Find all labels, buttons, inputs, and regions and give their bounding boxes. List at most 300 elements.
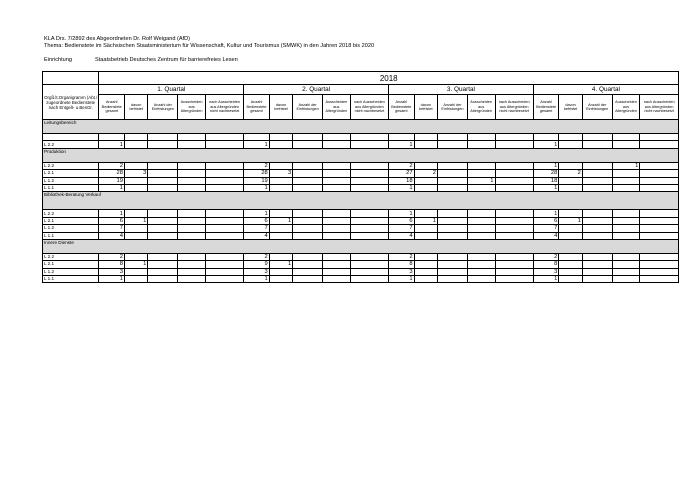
value-cell	[269, 268, 292, 275]
column-subheader: davon befristet	[559, 95, 582, 120]
value-cell	[269, 225, 292, 232]
value-cell	[640, 268, 679, 275]
value-cell	[414, 184, 437, 191]
table-row	[43, 253, 679, 260]
value-cell	[438, 261, 468, 268]
grade-label: L 1.1	[43, 184, 99, 191]
value-cell: 1	[389, 210, 415, 217]
value-cell	[438, 268, 468, 275]
value-cell: 7	[99, 225, 125, 232]
value-cell: 19	[99, 177, 125, 184]
value-cell	[438, 170, 468, 177]
value-cell: 6	[389, 217, 415, 224]
value-cell	[124, 276, 147, 283]
value-cell	[640, 225, 679, 232]
value-cell	[414, 232, 437, 239]
value-cell	[293, 184, 323, 191]
value-cell: 1	[559, 217, 582, 224]
corner-cell	[43, 72, 99, 85]
value-cell: 2	[99, 253, 125, 260]
column-subheader: Ausscheiden aus Altergründen	[467, 95, 495, 120]
value-cell	[640, 276, 679, 283]
value-cell: 2	[559, 170, 582, 177]
value-cell	[559, 177, 582, 184]
value-cell: 7	[533, 225, 559, 232]
column-subheader: davon befristet	[269, 95, 292, 120]
value-cell	[640, 170, 679, 177]
value-cell	[612, 177, 640, 184]
value-cell: 28	[99, 170, 125, 177]
value-cell	[124, 232, 147, 239]
value-cell: 2	[99, 162, 125, 169]
value-cell	[640, 253, 679, 260]
value-cell	[414, 177, 437, 184]
value-cell	[467, 210, 495, 217]
value-cell	[640, 184, 679, 191]
grade-label: L 2.2	[43, 162, 99, 169]
grade-label: L 1.1	[43, 276, 99, 283]
value-cell	[323, 210, 351, 217]
year-header: 2018	[99, 72, 679, 85]
value-cell	[612, 170, 640, 177]
value-cell	[495, 268, 533, 275]
value-cell: 1	[389, 141, 415, 148]
value-cell	[323, 268, 351, 275]
table-row	[43, 162, 679, 169]
column-subheader: Ausscheiden aus Altergründen	[323, 95, 351, 120]
value-cell	[350, 261, 388, 268]
value-cell	[124, 141, 147, 148]
quarter-header: 1. Quartal	[99, 85, 244, 95]
value-cell	[438, 276, 468, 283]
value-cell	[178, 210, 206, 217]
column-subheader: Anzahl Bedienstete gesamt	[99, 95, 125, 120]
value-cell	[414, 162, 437, 169]
value-cell	[323, 225, 351, 232]
value-cell	[178, 141, 206, 148]
value-cell	[323, 276, 351, 283]
table-row	[43, 225, 679, 232]
value-cell: 9	[244, 261, 270, 268]
column-subheader: Anzahl Bedienstete gesamt	[389, 95, 415, 120]
value-cell	[293, 141, 323, 148]
value-cell	[269, 210, 292, 217]
value-cell: 1	[99, 141, 125, 148]
value-cell	[438, 232, 468, 239]
table-row	[43, 232, 679, 239]
value-cell	[467, 217, 495, 224]
value-cell	[293, 268, 323, 275]
document-subject: Thema: Bedienstete im Sächsischen Staatsministerium für Wissenschaft, Kultur und Tourismus (SMWK) in den Jahren 2018 bis 2020	[44, 43, 375, 49]
value-cell: 8	[99, 261, 125, 268]
column-subheader: Ausscheiden aus Altergründen	[612, 95, 640, 120]
value-cell	[414, 141, 437, 148]
einrichtung-label: Einrichtung	[44, 57, 72, 63]
value-cell	[293, 261, 323, 268]
value-cell	[582, 217, 612, 224]
value-cell	[495, 276, 533, 283]
value-cell	[612, 232, 640, 239]
value-cell	[323, 170, 351, 177]
value-cell	[293, 210, 323, 217]
value-cell	[612, 225, 640, 232]
value-cell	[323, 141, 351, 148]
section-header-row	[43, 148, 679, 162]
value-cell	[148, 225, 178, 232]
value-cell	[205, 170, 243, 177]
value-cell	[323, 184, 351, 191]
grade-label: L 2.2	[43, 210, 99, 217]
staff-table	[42, 71, 679, 283]
value-cell: 3	[269, 170, 292, 177]
blank-row	[43, 134, 679, 141]
value-cell	[467, 276, 495, 283]
value-cell	[178, 177, 206, 184]
value-cell: 1	[533, 276, 559, 283]
value-cell	[559, 276, 582, 283]
value-cell	[124, 177, 147, 184]
column-subheader: Anzahl der Einfristungen	[582, 95, 612, 120]
value-cell	[612, 141, 640, 148]
value-cell	[124, 210, 147, 217]
value-cell: 1	[244, 210, 270, 217]
value-cell: 2	[533, 253, 559, 260]
value-cell: 3	[124, 170, 147, 177]
value-cell	[124, 253, 147, 260]
value-cell	[414, 253, 437, 260]
org-header: Orgß.lt.Organigramm (Abt./ zugeordnete Bedienstete nach Entgelt- u.BesGr.	[43, 85, 99, 120]
table-row	[43, 141, 679, 148]
einrichtung-value: Staatsbetrieb Deutsches Zentrum für barrierefreies Lesen	[95, 57, 238, 63]
section-title: Innere Dienste	[43, 239, 679, 253]
value-cell	[640, 217, 679, 224]
value-cell	[293, 232, 323, 239]
grade-label: L 1.2	[43, 177, 99, 184]
value-cell: 1	[533, 184, 559, 191]
value-cell	[495, 170, 533, 177]
value-cell	[124, 162, 147, 169]
value-cell	[124, 184, 147, 191]
value-cell	[205, 162, 243, 169]
value-cell	[350, 232, 388, 239]
value-cell: 1	[533, 162, 559, 169]
value-cell	[350, 170, 388, 177]
value-cell	[559, 210, 582, 217]
value-cell	[495, 184, 533, 191]
value-cell: 1	[244, 276, 270, 283]
value-cell	[148, 141, 178, 148]
value-cell: 1	[244, 184, 270, 191]
value-cell	[559, 162, 582, 169]
value-cell: 4	[389, 232, 415, 239]
table-row	[43, 210, 679, 217]
value-cell	[293, 253, 323, 260]
column-subheader: nach Ausscheiden aus Altergründen nicht nachbesetzt	[350, 95, 388, 120]
value-cell	[323, 162, 351, 169]
value-cell	[467, 170, 495, 177]
value-cell	[640, 177, 679, 184]
value-cell	[269, 177, 292, 184]
value-cell	[350, 177, 388, 184]
value-cell	[178, 217, 206, 224]
column-subheader: Anzahl der Einfristungen	[438, 95, 468, 120]
value-cell	[148, 276, 178, 283]
grade-label: L 2.2	[43, 141, 99, 148]
value-cell	[350, 184, 388, 191]
value-cell	[178, 276, 206, 283]
value-cell	[438, 210, 468, 217]
value-cell	[148, 217, 178, 224]
value-cell	[148, 170, 178, 177]
document-title: KLA Drs. 7/2892 des Abgeordneten Dr. Rolf Weigand (AfD)	[44, 36, 191, 42]
value-cell: 6	[99, 217, 125, 224]
value-cell	[205, 261, 243, 268]
value-cell	[438, 177, 468, 184]
value-cell	[323, 253, 351, 260]
value-cell	[148, 177, 178, 184]
value-cell	[350, 210, 388, 217]
value-cell	[612, 261, 640, 268]
value-cell	[323, 217, 351, 224]
table-row	[43, 170, 679, 177]
value-cell	[495, 210, 533, 217]
value-cell	[559, 253, 582, 260]
value-cell: 6	[244, 217, 270, 224]
value-cell: 1	[389, 276, 415, 283]
column-subheader: Anzahl Bedienstete gesamt	[533, 95, 559, 120]
value-cell	[178, 162, 206, 169]
grade-label: L 1.2	[43, 268, 99, 275]
table-row	[43, 217, 679, 224]
value-cell	[205, 276, 243, 283]
value-cell	[148, 210, 178, 217]
value-cell	[612, 268, 640, 275]
value-cell	[178, 232, 206, 239]
value-cell: 8	[533, 261, 559, 268]
value-cell: 4	[244, 232, 270, 239]
column-subheader: nach Ausscheiden aus Altergründen nicht nachbesetzt	[640, 95, 679, 120]
value-cell	[148, 184, 178, 191]
section-header-row	[43, 239, 679, 253]
value-cell: 7	[244, 225, 270, 232]
value-cell	[559, 141, 582, 148]
value-cell	[582, 177, 612, 184]
value-cell	[205, 225, 243, 232]
value-cell	[178, 184, 206, 191]
value-cell	[612, 253, 640, 260]
value-cell	[495, 253, 533, 260]
value-cell	[582, 225, 612, 232]
column-subheader: Anzahl der Einfristungen	[293, 95, 323, 120]
grade-label: L 1.2	[43, 225, 99, 232]
value-cell	[582, 184, 612, 191]
value-cell: 28	[244, 170, 270, 177]
value-cell	[612, 210, 640, 217]
value-cell	[205, 184, 243, 191]
value-cell	[124, 225, 147, 232]
table-row	[43, 276, 679, 283]
value-cell	[640, 141, 679, 148]
value-cell	[559, 184, 582, 191]
value-cell	[612, 276, 640, 283]
quarter-header: 4. Quartal	[533, 85, 678, 95]
value-cell	[350, 268, 388, 275]
value-cell: 1	[467, 177, 495, 184]
value-cell	[438, 253, 468, 260]
column-subheader: Anzahl Bedienstete gesamt	[244, 95, 270, 120]
value-cell	[582, 210, 612, 217]
table-row	[43, 268, 679, 275]
value-cell	[205, 232, 243, 239]
column-subheader: nach Ausscheiden aus Altergründen nicht nachbesetzt	[495, 95, 533, 120]
grade-label: L 2.1	[43, 261, 99, 268]
section-header-row	[43, 192, 679, 210]
value-cell	[559, 268, 582, 275]
value-cell	[414, 276, 437, 283]
value-cell	[559, 225, 582, 232]
column-subheader: Ausscheiden aus Altergründen	[178, 95, 206, 120]
value-cell: 2	[389, 253, 415, 260]
section-title: Produktion	[43, 148, 679, 162]
value-cell	[495, 177, 533, 184]
value-cell: 1	[124, 261, 147, 268]
value-cell	[582, 141, 612, 148]
value-cell	[640, 162, 679, 169]
value-cell	[582, 261, 612, 268]
value-cell: 18	[389, 177, 415, 184]
value-cell	[495, 261, 533, 268]
value-cell	[582, 268, 612, 275]
grade-label: L 2.1	[43, 217, 99, 224]
grade-label: L 1.1	[43, 232, 99, 239]
value-cell: 28	[533, 170, 559, 177]
value-cell: 3	[389, 268, 415, 275]
value-cell	[640, 210, 679, 217]
value-cell	[269, 184, 292, 191]
value-cell	[205, 141, 243, 148]
value-cell	[559, 232, 582, 239]
value-cell	[612, 184, 640, 191]
value-cell	[269, 276, 292, 283]
value-cell	[467, 253, 495, 260]
value-cell	[467, 225, 495, 232]
value-cell	[438, 217, 468, 224]
value-cell	[148, 232, 178, 239]
value-cell	[205, 177, 243, 184]
value-cell	[350, 276, 388, 283]
value-cell	[323, 261, 351, 268]
value-cell	[178, 268, 206, 275]
value-cell: 1	[533, 210, 559, 217]
value-cell	[467, 162, 495, 169]
value-cell: 1	[533, 141, 559, 148]
value-cell: 1	[269, 261, 292, 268]
column-subheader: davon befristet	[414, 95, 437, 120]
value-cell	[269, 141, 292, 148]
value-cell	[269, 253, 292, 260]
value-cell	[350, 141, 388, 148]
value-cell	[323, 177, 351, 184]
grade-label: L 2.1	[43, 170, 99, 177]
value-cell	[148, 162, 178, 169]
value-cell	[414, 268, 437, 275]
value-cell	[293, 177, 323, 184]
table-row	[43, 184, 679, 191]
value-cell	[467, 261, 495, 268]
value-cell: 6	[533, 217, 559, 224]
value-cell: 3	[99, 268, 125, 275]
value-cell	[269, 232, 292, 239]
value-cell	[582, 253, 612, 260]
value-cell	[438, 162, 468, 169]
value-cell: 1	[99, 276, 125, 283]
value-cell	[178, 225, 206, 232]
value-cell: 7	[389, 225, 415, 232]
value-cell	[495, 217, 533, 224]
value-cell	[293, 217, 323, 224]
value-cell: 1	[414, 217, 437, 224]
value-cell: 4	[99, 232, 125, 239]
value-cell	[350, 225, 388, 232]
value-cell	[495, 141, 533, 148]
column-subheader: Anzahl der Einfristungen	[148, 95, 178, 120]
value-cell	[293, 162, 323, 169]
value-cell	[582, 170, 612, 177]
value-cell	[293, 225, 323, 232]
value-cell: 1	[99, 210, 125, 217]
value-cell: 1	[389, 184, 415, 191]
value-cell	[205, 268, 243, 275]
value-cell	[467, 141, 495, 148]
value-cell	[293, 276, 323, 283]
section-header-row	[43, 120, 679, 134]
value-cell: 2	[244, 162, 270, 169]
value-cell	[205, 253, 243, 260]
value-cell	[582, 232, 612, 239]
value-cell: 2	[244, 253, 270, 260]
value-cell	[438, 225, 468, 232]
section-title: Bibliothek-Beratung Verkauf	[43, 192, 679, 210]
value-cell	[350, 162, 388, 169]
value-cell	[178, 261, 206, 268]
table-row	[43, 261, 679, 268]
quarter-header: 2. Quartal	[244, 85, 389, 95]
value-cell	[293, 170, 323, 177]
value-cell	[323, 232, 351, 239]
value-cell: 1	[612, 162, 640, 169]
table-row	[43, 177, 679, 184]
value-cell	[178, 253, 206, 260]
value-cell	[495, 162, 533, 169]
value-cell	[582, 162, 612, 169]
value-cell	[350, 217, 388, 224]
value-cell	[124, 268, 147, 275]
value-cell: 27	[389, 170, 415, 177]
value-cell	[559, 261, 582, 268]
value-cell	[438, 184, 468, 191]
value-cell: 1	[244, 141, 270, 148]
value-cell: 8	[389, 261, 415, 268]
value-cell	[178, 170, 206, 177]
value-cell: 19	[244, 177, 270, 184]
value-cell: 4	[533, 232, 559, 239]
quarter-header: 3. Quartal	[389, 85, 534, 95]
value-cell	[414, 210, 437, 217]
section-title: Leitungsbereich	[43, 120, 679, 134]
value-cell	[467, 268, 495, 275]
value-cell	[495, 232, 533, 239]
value-cell	[414, 225, 437, 232]
